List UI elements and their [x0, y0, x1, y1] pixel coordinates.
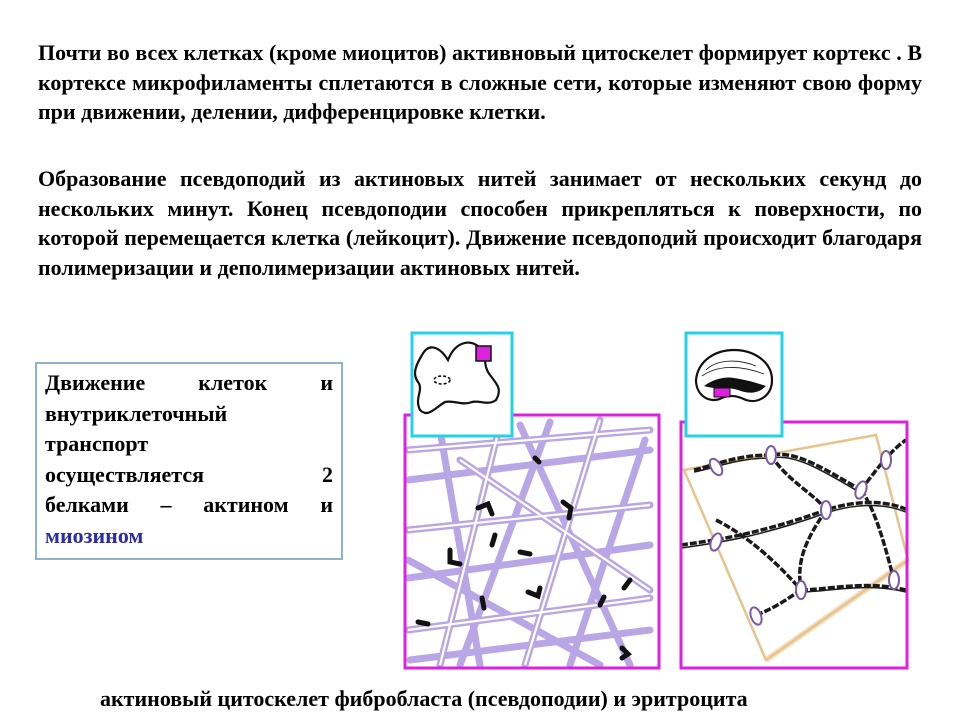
info-line: белками – актином и [45, 492, 333, 517]
paragraph-pseudopodia: Образование псевдоподий из актиновых нитей занимает от нескольких секунд до нескольких минут. Конец псевдоподии способен прикрепляться к поверхности, по которой перемещается клетка (лейкоцит). Движение псевдоподий происходит благодаря полимеризации и деполимеризации актиновых нитей. [38, 166, 922, 280]
info-line: Движение клеток и [45, 370, 333, 395]
figure-caption: актиновый цитоскелет фибробласта (псевдоподии) и эритроцита [100, 686, 748, 711]
erythrocyte-cell-outline [696, 350, 772, 401]
info-line: осуществляется 2 [45, 461, 333, 487]
info-line-myosin: миозином [45, 522, 144, 548]
fibroblast-figure [400, 330, 664, 672]
paragraph-cortex: Почти во всех клетках (кроме миоцитов) активновый цитоскелет формирует кортекс . В кортексе микрофиламенты сплетаются в сложные сети, которые изменяют свою форму при движении, делении, дифференцировке клетки. [38, 40, 922, 124]
info-line: внутриклеточный [45, 400, 228, 426]
erythrocyte-figure [676, 330, 912, 672]
erythrocyte-highlight-square [714, 388, 730, 397]
fibroblast-highlight-square [476, 346, 491, 361]
info-line: транспорт [45, 431, 149, 456]
fibroblast-filament-mesh [408, 420, 650, 665]
info-box [35, 362, 343, 560]
